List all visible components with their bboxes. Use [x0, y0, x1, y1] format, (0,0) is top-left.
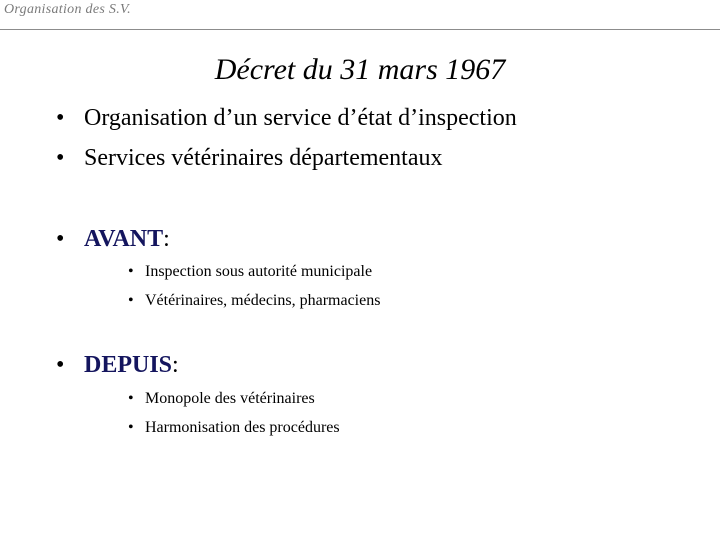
sub-bullet-text: Harmonisation des procédures — [145, 419, 340, 436]
bullet-icon: • — [56, 105, 65, 131]
bullet-item — [56, 143, 443, 173]
header-divider — [0, 29, 720, 30]
slide-title: Décret du 31 mars 1967 — [214, 53, 506, 86]
sub-bullet-item — [128, 389, 315, 409]
header-label: Organisation des S.V. — [4, 2, 131, 17]
bullet-item — [56, 103, 517, 133]
bullet-icon: • — [56, 352, 65, 378]
sub-bullet-text: Monopole des vétérinaires — [145, 390, 315, 407]
bullet-icon: • — [128, 292, 134, 309]
bullet-icon: • — [128, 263, 134, 280]
bullet-icon: • — [56, 226, 65, 252]
bullet-icon: • — [128, 390, 134, 407]
section-heading-depuis — [56, 350, 179, 380]
sub-bullet-item — [128, 291, 380, 311]
sub-bullet-item — [128, 262, 372, 282]
sub-bullet-item — [128, 418, 340, 438]
section-heading-text: DEPUIS — [84, 352, 173, 378]
section-heading-avant — [56, 224, 170, 254]
bullet-text: Services vétérinaires départementaux — [84, 145, 443, 171]
section-heading-text: AVANT — [84, 226, 164, 252]
sub-bullet-text: Inspection sous autorité municipale — [145, 263, 373, 280]
sub-bullet-text: Vétérinaires, médecins, pharmaciens — [145, 292, 381, 309]
bullet-icon: • — [56, 145, 65, 171]
bullet-icon: • — [128, 419, 134, 436]
section-heading-colon: : — [172, 352, 179, 378]
section-heading-colon: : — [163, 226, 170, 252]
bullet-text: Organisation d’un service d’état d’inspection — [84, 105, 517, 131]
